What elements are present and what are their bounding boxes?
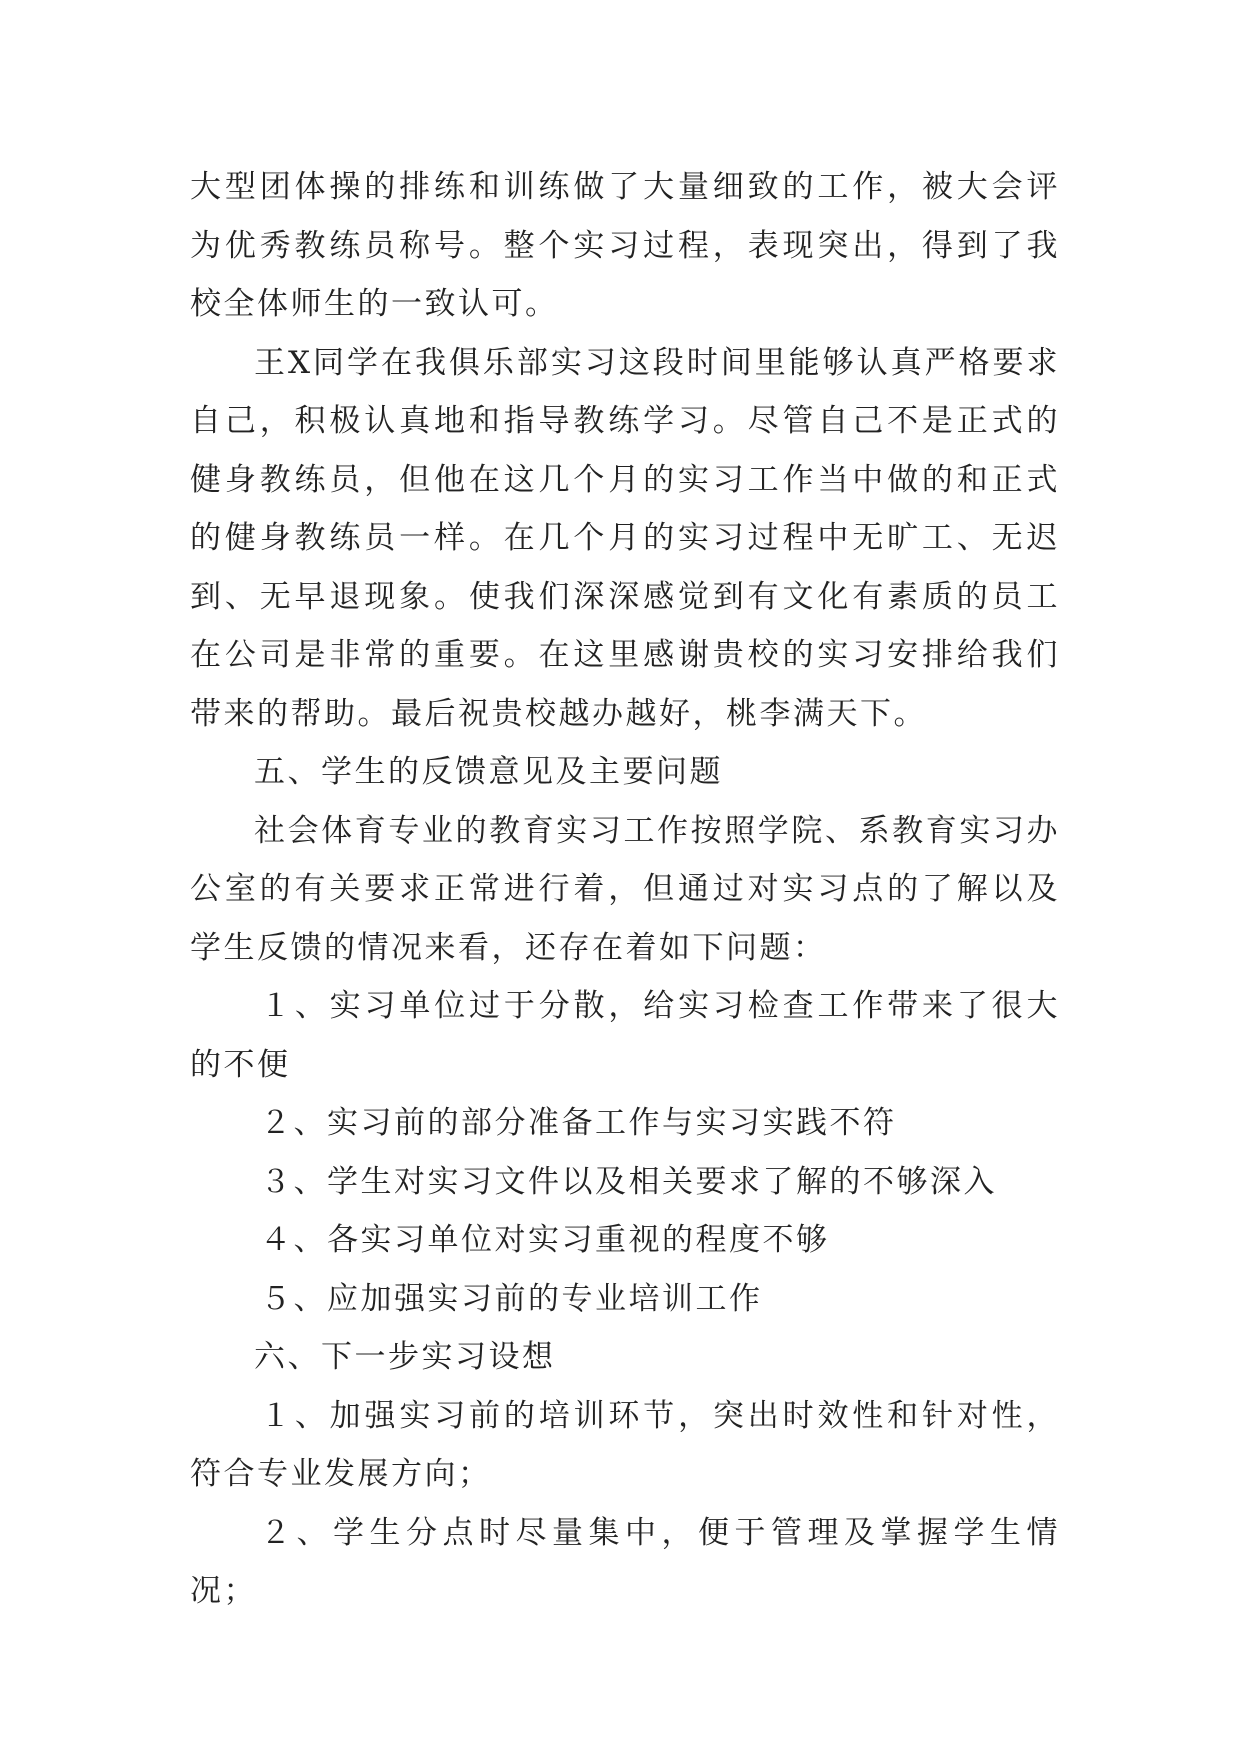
paragraph-club-evaluation: 王X同学在我俱乐部实习这段时间里能够认真严格要求自己，积极认真地和指导教练学习。尽管自己不是正式的健身教练员，但他在这几个月的实习工作当中做的和正式的健身教练员一样。在几个月的实习过程中无旷工、无迟到、无早退现象。使我们深深感觉到有文化有素质的员工在公司是非常的重要。在这里感谢贵校的实习安排给我们带来的帮助。最后祝贵校越办越好，桃李满天下。: [190, 344, 1060, 732]
section-heading-feedback: 五、学生的反馈意见及主要问题: [254, 754, 723, 790]
list-item-problem-4: ４、各实习单位对实习重视的程度不够: [260, 1222, 830, 1258]
list-item-plan-2: ２、学生分点时尽量集中，便于管理及掌握学生情况；: [190, 1514, 1060, 1609]
section-heading-next-steps: 六、下一步实习设想: [254, 1339, 556, 1375]
list-item-problem-1: １、实习单位过于分散，给实习检查工作带来了很大的不便: [190, 988, 1060, 1083]
document-body: [190, 158, 1060, 1621]
paragraph-continuation: 大型团体操的排练和训练做了大量细致的工作，被大会评为优秀教练员称号。整个实习过程，表现突出，得到了我校全体师生的一致认可。: [190, 169, 1060, 322]
list-item-plan-1: １、加强实习前的培训环节，突出时效性和针对性，符合专业发展方向；: [190, 1397, 1060, 1492]
list-item-problem-3: ３、学生对实习文件以及相关要求了解的不够深入: [260, 1163, 997, 1200]
list-item-problem-5: ５、应加强实习前的专业培训工作: [260, 1280, 763, 1317]
list-item-problem-2: ２、实习前的部分准备工作与实习实践不符: [260, 1105, 897, 1141]
paragraph-feedback-intro: 社会体育专业的教育实习工作按照学院、系教育实习办公室的有关要求正常进行着，但通过对实习点的了解以及学生反馈的情况来看，还存在着如下问题：: [190, 812, 1060, 966]
